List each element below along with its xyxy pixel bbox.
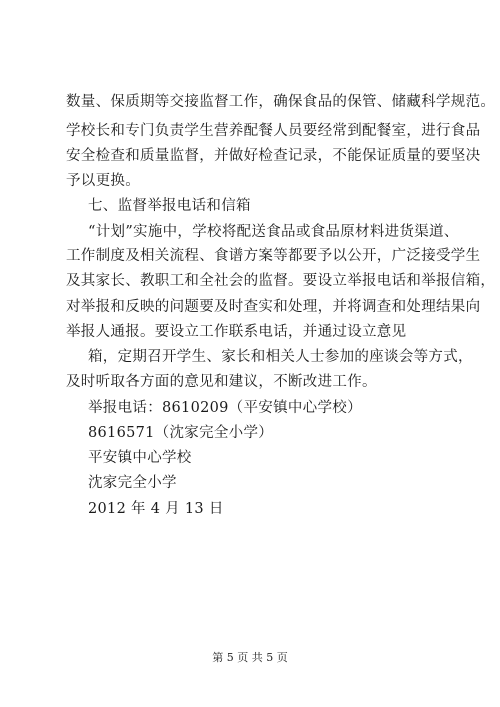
body-line: 数量、保质期等交接监督工作，确保食品的保管、储藏科学规范。 bbox=[66, 94, 496, 110]
body-line: 及时听取各方面的意见和建议，不断改进工作。 bbox=[66, 374, 377, 390]
body-line: 箱，定期召开学生、家长和相关人士参加的座谈会等方式， bbox=[88, 349, 473, 365]
body-line: 予以更换。 bbox=[66, 173, 140, 189]
signature-line: 平安镇中心学校 bbox=[88, 450, 192, 466]
body-line: 举报人通报。要设立工作联系电话，并通过设立意见 bbox=[66, 324, 407, 340]
body-line: 安全检查和质量监督，并做好检查记录，不能保证质量的要坚决 bbox=[66, 148, 481, 164]
body-line: 对举报和反映的问题要及时查实和处理，并将调查和处理结果向 bbox=[66, 299, 481, 315]
body-line: 工作制度及相关流程、食谱方案等都要予以公开，广泛接受学生 bbox=[66, 248, 481, 264]
phone-line: 8616571（沈家完全小学） bbox=[88, 425, 274, 441]
signature-line: 沈家完全小学 bbox=[88, 475, 177, 491]
body-line: 学校长和专门负责学生营养配餐人员要经常到配餐室，进行食品 bbox=[66, 123, 481, 139]
body-line: “计划”实施中，学校将配送食品或食品原材料进货渠道、 bbox=[88, 224, 459, 240]
date-line: 2012 年 4 月 13 日 bbox=[88, 501, 224, 517]
body-line: 及其家长、教职工和全社会的监督。要设立举报电话和举报信箱， bbox=[66, 273, 496, 289]
phone-line: 举报电话：8610209（平安镇中心学校） bbox=[88, 400, 362, 416]
page-number: 第 5 页 共 5 页 bbox=[212, 651, 288, 664]
section-heading: 七、监督举报电话和信箱 bbox=[88, 198, 251, 214]
